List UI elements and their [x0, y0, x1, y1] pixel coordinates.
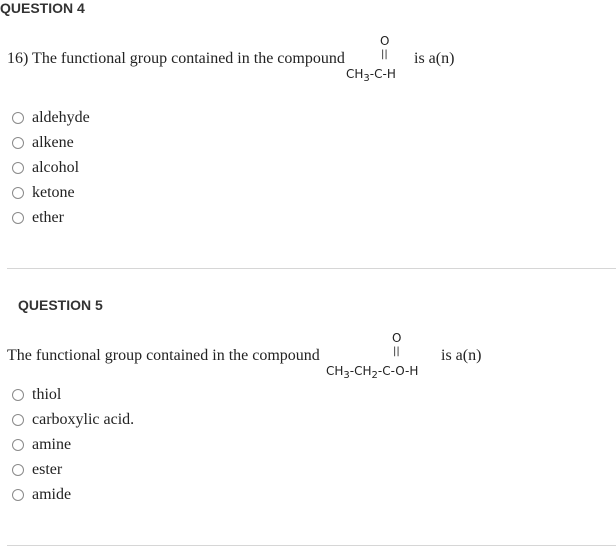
- question-5-suffix: is a(n): [441, 347, 482, 364]
- choice-amine[interactable]: [12, 435, 71, 455]
- choice-label: aldehyde: [32, 109, 90, 126]
- choice-amide[interactable]: [12, 485, 71, 505]
- formula-oxygen: O: [392, 331, 402, 345]
- radio-button[interactable]: [12, 464, 24, 476]
- radio-button[interactable]: [12, 137, 24, 149]
- radio-button[interactable]: [12, 414, 24, 426]
- choice-ketone[interactable]: [12, 183, 75, 203]
- choice-alcohol[interactable]: [12, 158, 79, 178]
- question-5-formula: [326, 331, 438, 381]
- choice-label: ether: [32, 209, 64, 226]
- choice-alkene[interactable]: [12, 133, 74, 153]
- formula-double-bond: ||: [393, 346, 400, 357]
- choice-label: amide: [32, 486, 72, 503]
- question-divider: [7, 545, 616, 546]
- choice-ester[interactable]: [12, 460, 62, 480]
- question-4-header: QUESTION 4: [0, 0, 85, 16]
- choice-label: ketone: [32, 184, 75, 201]
- radio-button[interactable]: [12, 112, 24, 124]
- radio-button[interactable]: [12, 187, 24, 199]
- choice-carboxylic-acid[interactable]: [12, 410, 134, 430]
- formula-oxygen: O: [380, 34, 390, 48]
- radio-button[interactable]: [12, 439, 24, 451]
- question-5-header: QUESTION 5: [18, 297, 103, 313]
- formula-chain: $CH_3-C-H$: [346, 67, 396, 84]
- choice-thiol[interactable]: [12, 385, 61, 405]
- choice-label: alcohol: [32, 159, 80, 176]
- radio-button[interactable]: [12, 489, 24, 501]
- formula-chain: $CH_3-CH_2-C-O-H$: [326, 364, 419, 381]
- radio-button[interactable]: [12, 389, 24, 401]
- question-5-prompt: The functional group contained in the compound: [7, 347, 320, 364]
- choice-label: alkene: [32, 134, 74, 151]
- choice-aldehyde[interactable]: [12, 108, 90, 128]
- question-divider: [7, 268, 616, 269]
- formula-double-bond: ||: [381, 49, 388, 60]
- question-4-suffix: is a(n): [414, 50, 455, 67]
- choice-label: ester: [32, 461, 63, 478]
- choice-label: thiol: [32, 386, 62, 403]
- choice-ether[interactable]: [12, 208, 64, 228]
- question-4-formula: [346, 34, 410, 84]
- radio-button[interactable]: [12, 162, 24, 174]
- question-4-prompt: 16) The functional group contained in the compound: [7, 50, 345, 67]
- choice-label: amine: [32, 436, 72, 453]
- radio-button[interactable]: [12, 212, 24, 224]
- choice-label: carboxylic acid.: [32, 411, 135, 428]
